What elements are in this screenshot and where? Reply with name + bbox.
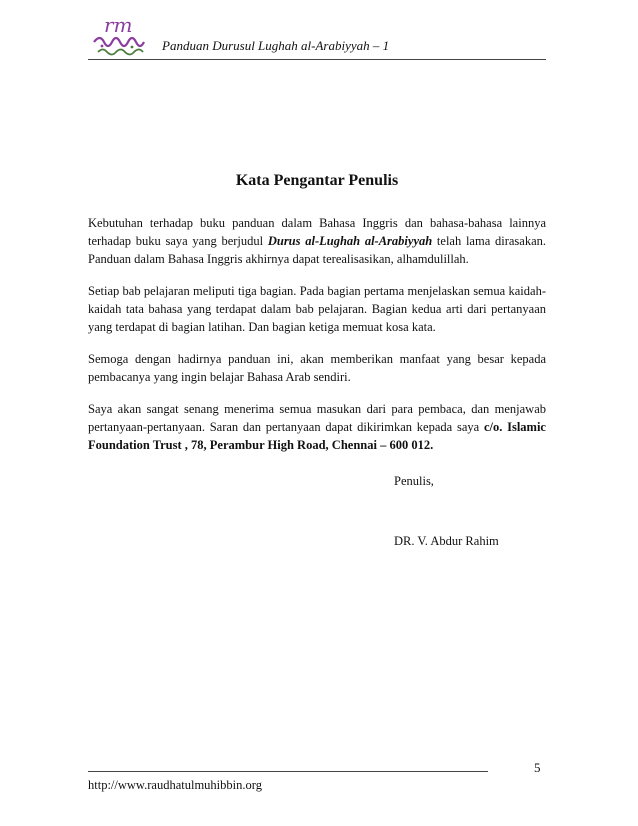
footer-url[interactable]: http://www.raudhatulmuhibbin.org: [88, 778, 262, 792]
page-number: 5: [534, 760, 541, 775]
paragraph-2: Setiap bab pelajaran meliputi tiga bagian. Pada bagian pertama menjelaskan semua kaidah-kaidah tata bahasa yang terdapat dalam bab pelajaran. Bagian kedua arti dari pertanyaan yang terdapat di bagian latihan. Dan bagian ketiga memuat kosa kata.: [88, 284, 546, 334]
header-divider: [88, 59, 546, 60]
footer-divider: [88, 771, 488, 772]
publisher-logo: [88, 12, 154, 58]
running-header-title: Panduan Durusul Lughah al-Arabiyyah – 1: [162, 38, 390, 53]
page-header: [88, 12, 546, 62]
author-name: DR. V. Abdur Rahim: [394, 534, 499, 548]
closing-salutation: Penulis,: [394, 474, 434, 488]
paragraph-4-text: Saya akan sangat senang menerima semua masukan dari para pembaca, dan menjawab pertanyaan-pertanyaan. Saran dan pertanyaan dapat dikirimkan kepada saya: [88, 402, 546, 434]
contact-address: c/o. Islamic Foundation Trust , 78, Perambur High Road, Chennai – 600 012.: [88, 420, 546, 452]
svg-text:rm: rm: [104, 13, 133, 37]
paragraph-1: [88, 214, 546, 268]
paragraph-3: Semoga dengan hadirnya panduan ini, akan memberikan manfaat yang besar kepada pembacanya yang ingin belajar Bahasa Arab sendiri.: [88, 352, 546, 384]
paragraph-1-text: Kebutuhan terhadap buku panduan dalam Bahasa Inggris dan bahasa-bahasa lainnya terhadap buku saya yang berjudul: [88, 216, 546, 248]
document-body: [88, 214, 546, 468]
paragraph-4: [88, 400, 546, 454]
book-title: Durus al-Lughah al-Arabiyyah: [267, 234, 433, 248]
paragraph-1-text-end: telah lama dirasakan. Panduan dalam Bahasa Inggris akhirnya dapat terealisasikan, alhamdulillah.: [88, 234, 546, 266]
document-title: Kata Pengantar Penulis: [235, 172, 399, 189]
